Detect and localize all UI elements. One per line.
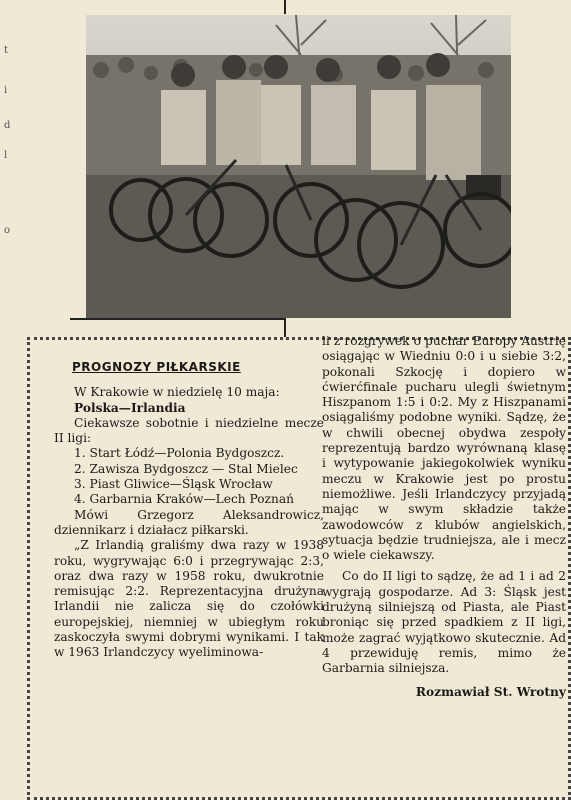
match-title: Polska—Irlandia	[74, 400, 186, 415]
paragraph: Co do II ligi to sądzę, że ad 1 i ad 2 wygrają gospodarze. Ad 3: Śląsk jest drużyną silniejszą od Piasta, ale Piast broniąc się przed spadkiem z II ligi, może zagrać wyjątkowo skutecznie. Ad 4 przewiduję remis, mimo że Garbarnia silniejsza.	[322, 569, 566, 676]
paragraph: 1. Start Łódź—Polonia Bydgoszcz.	[74, 446, 285, 461]
paragraph: 3. Piast Gliwice—Śląsk Wrocław	[74, 477, 273, 492]
column-rule	[284, 0, 286, 14]
article-heading: PROGNOZY PIŁKARSKIE	[72, 360, 241, 374]
byline: Rozmawiał St. Wrotny	[415, 684, 566, 699]
paragraph	[54, 401, 324, 416]
margin-letter: l	[4, 150, 8, 161]
margin-letter: i	[4, 85, 8, 96]
left-margin-fragment	[0, 0, 18, 330]
paragraph: „Z Irlandią graliśmy dwa razy w 1938 roku, wygrywając 6:0 i przegrywając 2:3, oraz dwa razy w 1958 roku, dwukrotnie remisując 2:2. Reprezentacyjna drużyna Irlandii nie zalicza się do czołówki europejskiej, niemniej w ubiegłym roku zaskoczyła swymi dobrymi wynikami. I tak w 1963 Irlandczycy wyeliminowa-	[54, 538, 324, 660]
column-rule	[70, 318, 286, 320]
margin-letter: o	[4, 225, 11, 236]
paragraph: Ciekawsze sobotnie i niedzielne mecze II ligi:	[54, 415, 324, 446]
paragraph: 2. Zawisza Bydgoszcz — Stal Mielec	[74, 461, 298, 476]
paragraph: 4. Garbarnia Kraków—Lech Poznań	[74, 492, 294, 507]
paragraph: W Krakowie w niedzielę 10 maja:	[74, 385, 280, 400]
article-column-2	[322, 334, 566, 700]
column-rule	[284, 318, 286, 338]
paragraph: Mówi Grzegorz Aleksandrowicz, dziennikarz i działacz piłkarski.	[54, 507, 324, 537]
margin-letter: d	[4, 120, 11, 131]
article-column-1	[54, 340, 324, 661]
cyclists-photo-illustration	[86, 15, 511, 318]
cyclists-photo	[86, 15, 511, 318]
margin-letter: t	[4, 45, 9, 56]
article-box	[27, 334, 571, 800]
paragraph: li z rozgrywek o puchar Europy Austrię osiągając w Wiedniu 0:0 i u siebie 3:2, pokonali Szkocję i dopiero w ćwierćfinale pucharu ulegli świetnym Hiszpanom 1:5 i 0:2. My z Hiszpanami osiągaliśmy podobne wyniki. Sądzę, że w chwili obecnej obydwa zespoły reprezentują bardzo wyrównaną klasę i wytypowanie jakiegokolwiek wyniku meczu w Krakowie jest po prostu niemożliwe. Jeśli Irlandczycy przyjadą mając w swym składzie także zawodowców z klubów angielskich, sytuacja będzie trudniejsza, ale i mecz o wiele ciekawszy.	[322, 334, 566, 563]
